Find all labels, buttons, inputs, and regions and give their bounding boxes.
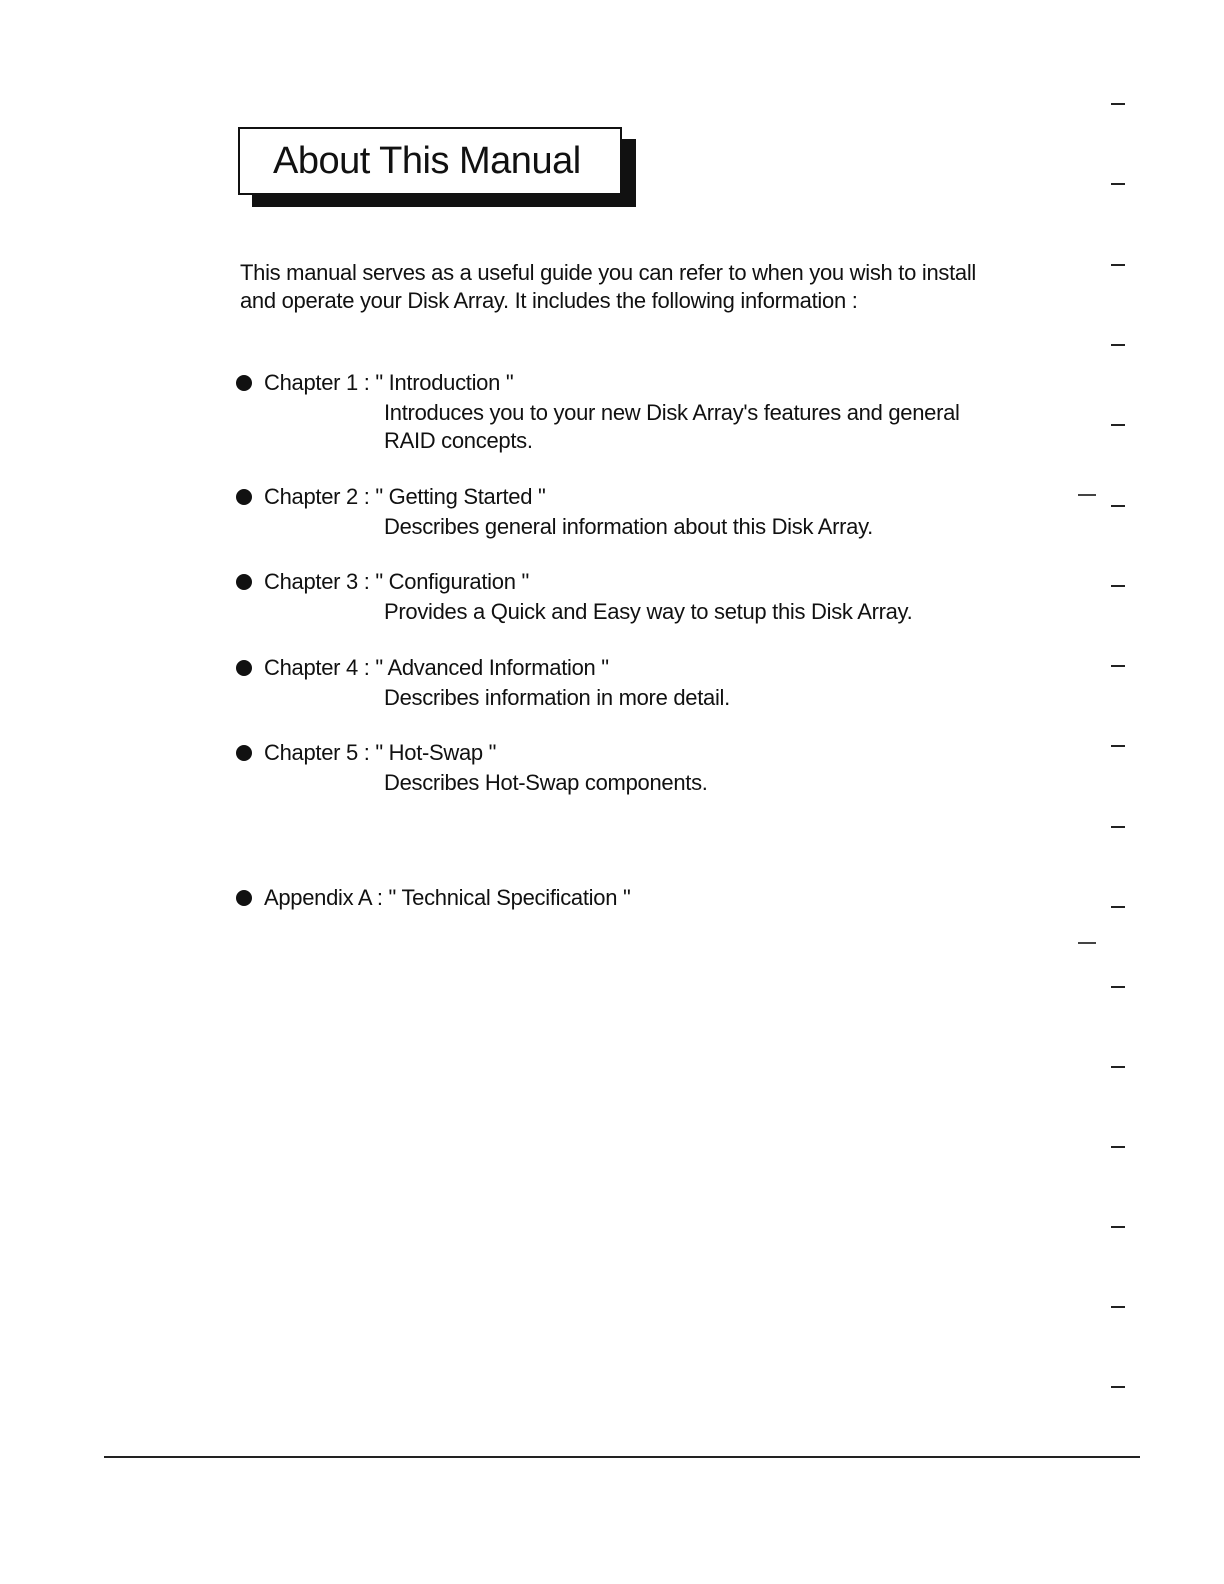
margin-tick [1111,103,1125,105]
margin-tick [1111,665,1125,667]
margin-tick [1111,424,1125,426]
margin-tick [1111,344,1125,346]
item-description: Introduces you to your new Disk Array's features and general RAID concepts. [384,400,960,453]
item-label: Chapter 1 : " Introduction " [264,370,514,395]
margin-tick [1111,1306,1125,1308]
margin-tick [1111,1386,1125,1388]
margin-tick [1111,505,1125,507]
intro-paragraph: This manual serves as a useful guide you can refer to when you wish to install and operate your Disk Array. It includes the following information : [240,260,976,313]
margin-tick [1111,585,1125,587]
bullet-icon [236,574,252,590]
margin-tick [1111,826,1125,828]
bullet-icon [236,489,252,505]
footer-rule [104,1456,1140,1458]
margin-tick [1078,494,1096,496]
margin-tick [1111,906,1125,908]
item-label: Chapter 5 : " Hot-Swap " [264,740,497,765]
bullet-icon [236,375,252,391]
item-label: Chapter 2 : " Getting Started " [264,484,546,509]
margin-tick [1111,1146,1125,1148]
item-label: Appendix A : " Technical Specification " [264,885,631,910]
bullet-icon [236,890,252,906]
margin-tick [1078,942,1096,944]
item-description: Provides a Quick and Easy way to setup this Disk Array. [384,599,913,624]
item-label: Chapter 4 : " Advanced Information " [264,655,609,680]
bullet-icon [236,745,252,761]
item-description: Describes Hot-Swap components. [384,770,708,795]
page-title: About This Manual [273,140,581,182]
margin-tick [1111,986,1125,988]
margin-tick [1111,183,1125,185]
title-box [238,127,622,195]
margin-tick [1111,1066,1125,1068]
item-label: Chapter 3 : " Configuration " [264,569,529,594]
margin-tick [1111,264,1125,266]
margin-tick [1111,745,1125,747]
margin-tick [1111,1226,1125,1228]
bullet-icon [236,660,252,676]
item-description: Describes general information about this Disk Array. [384,514,873,539]
item-description: Describes information in more detail. [384,685,730,710]
